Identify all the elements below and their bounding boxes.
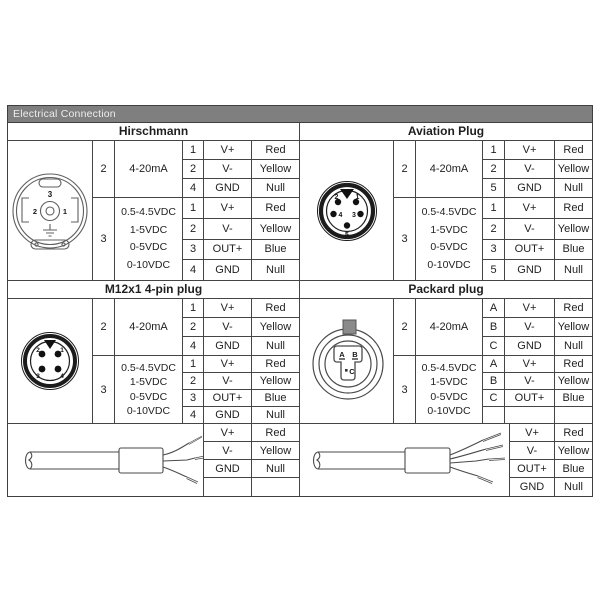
pin-cell: C <box>483 337 505 356</box>
signal-cell: GND <box>505 337 555 356</box>
signal-range-cell: 4-20mA <box>115 141 183 198</box>
range-line: 0.5-4.5VDC <box>421 361 477 374</box>
signal-range-cell: 4-20mA <box>416 141 483 198</box>
wire-color-cell: Null <box>252 460 299 478</box>
signal-cell: OUT+ <box>204 240 252 261</box>
range-line: 1-5VDC <box>430 223 468 236</box>
signal-range-cell: 4-20mA <box>416 299 483 356</box>
pin-cell: 2 <box>183 318 204 337</box>
pin-cell: 1 <box>183 356 204 373</box>
signal-cell: GND <box>204 460 252 478</box>
wire-color-cell: Null <box>555 179 592 198</box>
range-line: 0-5VDC <box>129 390 168 403</box>
signal-cell: V- <box>204 373 252 390</box>
range-line: 1-5VDC <box>129 376 168 388</box>
pin-cell: A <box>483 356 505 373</box>
signal-cell: V+ <box>204 424 252 442</box>
pin-cell: 4 <box>183 179 204 198</box>
signal-cell: GND <box>510 478 555 496</box>
signal-cell: V+ <box>505 356 555 373</box>
wire-color-cell: Red <box>252 141 299 160</box>
signal-cell: V- <box>204 442 252 460</box>
pin-cell: 4 <box>183 337 204 356</box>
range-line: 0-10VDC <box>126 405 171 417</box>
pin-cell: 2 <box>483 160 505 179</box>
wire-color-cell: Blue <box>252 240 299 261</box>
svg-text:2: 2 <box>32 206 38 216</box>
pin-cell: 5 <box>483 260 505 281</box>
table-header-bar <box>8 106 592 123</box>
wire-color-cell: Yellow <box>252 318 299 337</box>
signal-cell: V- <box>204 160 252 179</box>
wire-color-cell: Blue <box>252 390 299 407</box>
hirschmann-connector-icon <box>8 145 92 277</box>
wire-color-cell: Blue <box>555 460 592 478</box>
packard-table <box>300 299 592 424</box>
signal-cell: OUT+ <box>510 460 555 478</box>
signal-cell: GND <box>505 260 555 281</box>
signal-range-cell: 4-20mA <box>115 299 183 356</box>
wire-color-cell <box>252 478 299 496</box>
signal-cell: V- <box>505 219 555 240</box>
svg-text:1: 1 <box>355 193 360 201</box>
range-line: 0.5-4.5VDC <box>421 206 477 218</box>
svg-text:3: 3 <box>36 373 40 380</box>
wire-color-cell: Red <box>555 299 592 318</box>
svg-text:5: 5 <box>345 231 349 239</box>
signal-range-cell <box>416 198 483 281</box>
pin-cell <box>483 407 505 424</box>
hirschmann-table <box>8 141 299 281</box>
pin-cell: 1 <box>183 141 204 160</box>
signal-cell <box>204 478 252 496</box>
range-line: 0-10VDC <box>427 405 471 417</box>
pin-cell: 3 <box>183 240 204 261</box>
signal-cell: GND <box>204 407 252 424</box>
signal-cell: V+ <box>204 198 252 219</box>
pin-cell: 1 <box>483 141 505 160</box>
wire-count-cell: 2 <box>394 299 416 356</box>
pin-cell: B <box>483 318 505 337</box>
wire-color-cell: Null <box>555 337 592 356</box>
pin-cell: 3 <box>483 240 505 261</box>
wire-count-cell: 2 <box>394 141 416 198</box>
aviation-plug-connector-icon <box>300 145 393 277</box>
pin-cell: 2 <box>483 219 505 240</box>
packard-diagram-cell <box>300 299 394 424</box>
wire-color-cell: Null <box>555 260 592 281</box>
pin-cell: 5 <box>483 179 505 198</box>
signal-cell: GND <box>204 260 252 281</box>
pin-cell: B <box>483 373 505 390</box>
pin-cell: C <box>483 390 505 407</box>
svg-text:B: B <box>352 350 358 359</box>
cable-diagram-cell <box>8 424 204 496</box>
wire-color-cell: Red <box>555 198 592 219</box>
wire-color-cell: Yellow <box>252 160 299 179</box>
range-line: 1-5VDC <box>430 376 468 388</box>
cable-table-left <box>8 424 299 496</box>
signal-cell: V- <box>204 318 252 337</box>
wire-color-cell: Null <box>252 260 299 281</box>
plug-title-hirschmann: Hirschmann <box>8 123 299 141</box>
wire-count-cell: 3 <box>93 198 115 281</box>
pin-cell: 2 <box>183 219 204 240</box>
svg-text:3: 3 <box>47 189 53 199</box>
svg-text:3: 3 <box>352 211 356 219</box>
signal-cell: V+ <box>204 141 252 160</box>
signal-range-cell <box>115 198 183 281</box>
wire-color-cell: Yellow <box>252 442 299 460</box>
signal-cell: GND <box>204 337 252 356</box>
signal-cell: V+ <box>510 424 555 442</box>
signal-cell <box>505 407 555 424</box>
wire-color-cell: Yellow <box>555 160 592 179</box>
svg-text:2: 2 <box>334 193 339 201</box>
range-line: 0.5-4.5VDC <box>121 206 176 218</box>
svg-text:4: 4 <box>338 211 343 219</box>
wire-color-cell: Red <box>252 198 299 219</box>
cable-diagram-cell <box>300 424 510 496</box>
wire-color-cell: Yellow <box>555 373 592 390</box>
wire-color-cell: Yellow <box>555 219 592 240</box>
wire-count-cell: 2 <box>93 299 115 356</box>
pin-cell: 1 <box>183 198 204 219</box>
range-line: 0-10VDC <box>427 258 471 271</box>
signal-cell: V+ <box>505 198 555 219</box>
table-header-title: Electrical Connection <box>13 108 116 120</box>
signal-cell: V+ <box>505 299 555 318</box>
wire-color-cell <box>555 407 592 424</box>
signal-cell: V+ <box>204 299 252 318</box>
svg-text:2: 2 <box>36 347 40 354</box>
range-line: 1-5VDC <box>129 223 168 236</box>
hirschmann-diagram-cell <box>8 141 93 281</box>
range-line: 0-5VDC <box>129 241 168 253</box>
signal-cell: V- <box>505 373 555 390</box>
svg-text:1: 1 <box>62 206 68 216</box>
range-line: 0-5VDC <box>430 390 468 403</box>
signal-cell: V- <box>204 219 252 240</box>
pin-cell: 4 <box>183 407 204 424</box>
range-line: 0.5-4.5VDC <box>121 361 176 374</box>
svg-text:1: 1 <box>60 347 64 354</box>
pin-cell: 3 <box>183 390 204 407</box>
electrical-connection-table <box>7 105 593 497</box>
pin-cell: A <box>483 299 505 318</box>
plug-title-aviation: Aviation Plug <box>300 123 592 141</box>
signal-range-cell <box>115 356 183 424</box>
wire-color-cell: Null <box>252 179 299 198</box>
wire-color-cell: Red <box>555 424 592 442</box>
wire-color-cell: Red <box>252 356 299 373</box>
wire-color-cell: Yellow <box>252 219 299 240</box>
wire-color-cell: Yellow <box>555 442 592 460</box>
right-column <box>300 123 592 496</box>
pin-cell: 2 <box>183 160 204 179</box>
packard-connector-icon <box>300 300 393 422</box>
plug-title-packard: Packard plug <box>300 281 592 299</box>
signal-cell: V- <box>505 318 555 337</box>
m12-table <box>8 299 299 424</box>
signal-cell: V- <box>505 160 555 179</box>
signal-cell: OUT+ <box>204 390 252 407</box>
wire-color-cell: Null <box>252 407 299 424</box>
signal-cell: GND <box>204 179 252 198</box>
range-line: 0-5VDC <box>430 241 468 253</box>
signal-cell: OUT+ <box>505 390 555 407</box>
wire-color-cell: Null <box>564 481 583 493</box>
aviation-table <box>300 141 592 281</box>
wire-color-cell: Red <box>555 356 592 373</box>
wire-count-cell: 3 <box>394 356 416 424</box>
wire-color-cell: Blue <box>555 390 592 407</box>
signal-cell: GND <box>505 179 555 198</box>
signal-range-cell <box>416 356 483 424</box>
signal-cell: V+ <box>204 356 252 373</box>
m12-diagram-cell <box>8 299 93 424</box>
wire-color-cell: Blue <box>555 240 592 261</box>
wire-color-cell: Red <box>252 299 299 318</box>
cable-4-wire-icon <box>301 425 509 495</box>
svg-text:4: 4 <box>60 373 64 380</box>
wire-color-cell: Red <box>555 141 592 160</box>
cable-table-right <box>300 424 592 496</box>
wire-count-cell: 2 <box>93 141 115 198</box>
range-line: 0-10VDC <box>126 258 171 271</box>
wire-color-cell: Yellow <box>555 318 592 337</box>
pin-cell: 1 <box>483 198 505 219</box>
pin-cell: 4 <box>183 260 204 281</box>
aviation-diagram-cell <box>300 141 394 281</box>
signal-cell: V- <box>510 442 555 460</box>
plug-title-m12: M12x1 4-pin plug <box>8 281 299 299</box>
signal-cell: V+ <box>505 141 555 160</box>
pin-cell: 2 <box>183 373 204 390</box>
wire-count-cell: 3 <box>394 198 416 281</box>
wire-count-cell: 3 <box>93 356 115 424</box>
wire-color-cell: Yellow <box>252 373 299 390</box>
svg-text:C: C <box>349 367 355 376</box>
cable-3-wire-icon <box>9 425 203 495</box>
left-column <box>8 123 300 496</box>
m12-connector-icon <box>8 301 92 421</box>
svg-text:A: A <box>339 350 345 359</box>
wire-color-cell: Null <box>252 337 299 356</box>
wire-color-cell: Red <box>252 424 299 442</box>
signal-cell: OUT+ <box>505 240 555 261</box>
pin-cell: 1 <box>183 299 204 318</box>
